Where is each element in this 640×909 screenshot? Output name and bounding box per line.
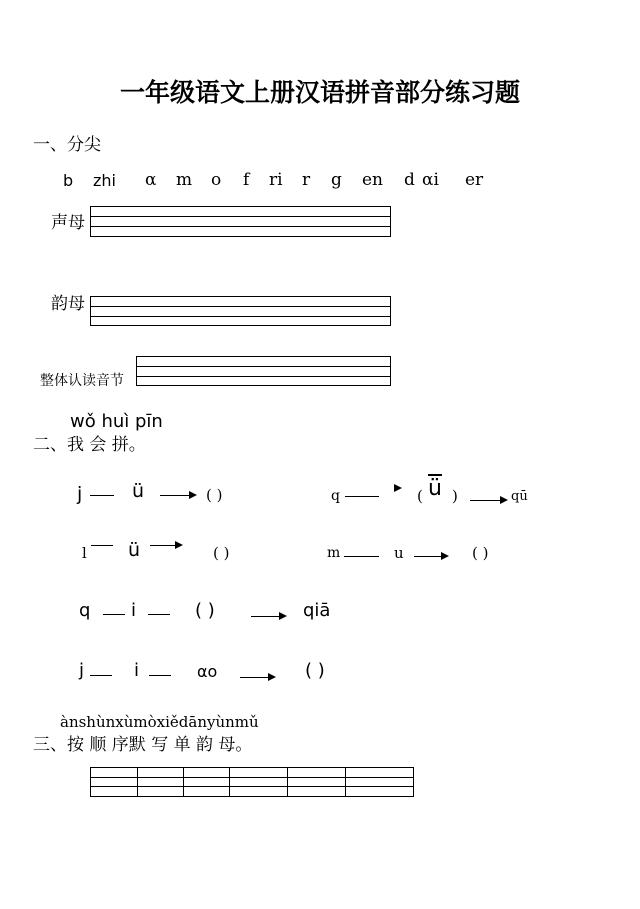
letter-er: er <box>465 170 484 190</box>
r2b-dash <box>344 556 379 557</box>
r1b-arrow-icon <box>470 500 506 501</box>
finals-writing-lines[interactable] <box>90 296 391 326</box>
r1b-initial-q: q <box>331 488 340 504</box>
whole-syllables-writing-lines[interactable] <box>136 356 391 386</box>
r1-initial-j: j <box>77 483 83 505</box>
r2-initial-l: l <box>82 544 87 562</box>
section3-heading: 三、按 顺 序默 写 单 韵 母。 <box>33 735 253 755</box>
letter-ai: αi <box>422 170 439 190</box>
r3-arrow-icon <box>251 616 285 617</box>
section2-heading: 二、我 会 拼。 <box>33 435 146 455</box>
r3-initial-q: q <box>79 600 91 621</box>
r2b-final-u: u <box>394 544 404 562</box>
r1-final-u: ü <box>132 480 145 502</box>
r4-dash2 <box>149 675 171 676</box>
r4-dash1 <box>90 675 112 676</box>
r4-final-ao: αo <box>197 662 218 681</box>
r1b-result: qū <box>511 489 528 504</box>
r3-result: qiā <box>303 600 331 621</box>
r3-answer-paren[interactable]: ( ) <box>195 600 215 621</box>
r4-answer-paren[interactable]: ( ) <box>305 660 325 681</box>
r2b-answer-paren[interactable]: ( ) <box>472 544 489 562</box>
finals-answer-grid[interactable] <box>90 767 414 797</box>
r1b-dash <box>345 496 379 497</box>
r1b-paren-left: ( <box>417 487 423 505</box>
letter-r: r <box>302 170 311 190</box>
r1-answer-paren[interactable]: ( ) <box>206 486 223 504</box>
r1b-paren-right: ) <box>452 487 458 505</box>
letter-en: en <box>362 170 384 190</box>
r2-arrow-icon <box>150 545 181 546</box>
r1-arrow-icon <box>160 495 195 496</box>
r1b-pointer-icon <box>394 484 402 492</box>
letter-f: f <box>243 170 250 190</box>
letter-m: m <box>176 170 193 190</box>
letter-o: o <box>211 170 222 190</box>
r2-dash <box>91 545 113 546</box>
letter-d: d <box>404 170 415 190</box>
r4-final-i: i <box>134 660 140 681</box>
section3-heading-pinyin: ànshùnxùmòxiědānyùnmǔ <box>60 713 259 731</box>
r3-final-i: i <box>131 600 137 621</box>
label-whole-syllables: 整体认读音节 <box>40 373 124 389</box>
r2-final-u: ü <box>128 539 141 561</box>
initials-writing-lines[interactable] <box>90 206 391 237</box>
label-initials: 声母 <box>51 213 85 233</box>
r3-dash2 <box>148 614 170 615</box>
r3-dash1 <box>103 614 125 615</box>
section1-heading: 一、分尖 <box>33 135 101 155</box>
r1b-final-u: $\overline{ü}$ <box>428 476 442 501</box>
section2-heading-pinyin: wǒ huì pīn <box>70 411 163 432</box>
letter-ri: ri <box>269 170 283 190</box>
r4-arrow-icon <box>240 677 274 678</box>
letter-b: b <box>63 171 74 190</box>
r2-answer-paren[interactable]: ( ) <box>213 544 230 562</box>
letter-a: α <box>145 170 157 190</box>
letter-g: g <box>331 170 342 190</box>
r1-dash <box>90 495 114 496</box>
letter-zhi: zhi <box>93 171 116 190</box>
page-title: 一年级语文上册汉语拼音部分练习题 <box>119 78 520 107</box>
label-finals: 韵母 <box>51 294 85 314</box>
r4-initial-j: j <box>79 660 85 681</box>
r2b-arrow-icon <box>414 556 447 557</box>
r2b-initial-m: m <box>327 545 341 561</box>
